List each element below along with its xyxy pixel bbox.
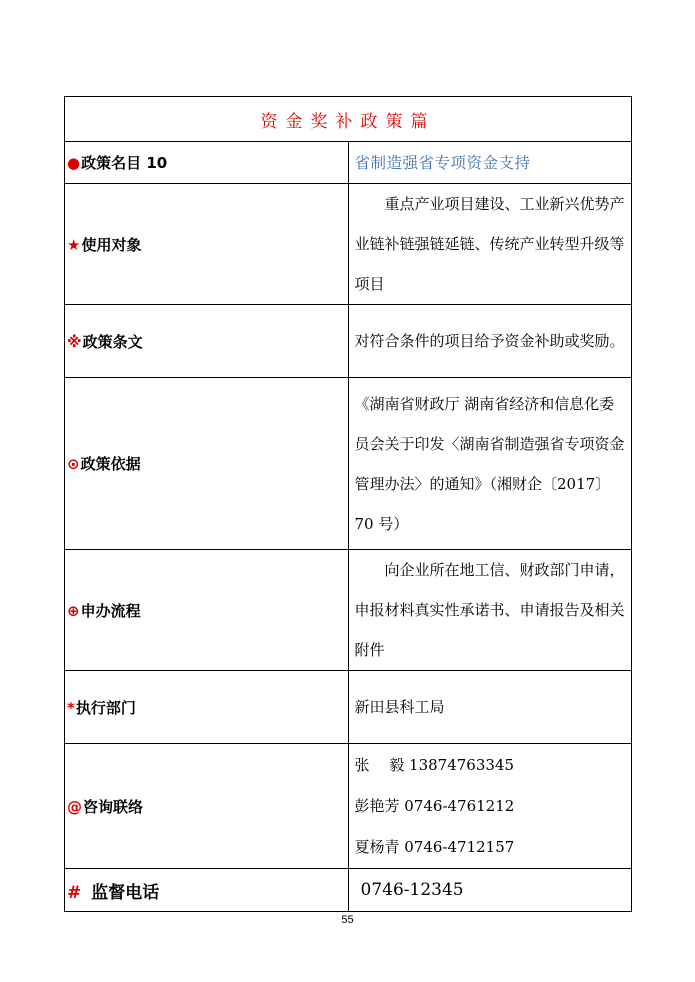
label-text: 监督电话 <box>91 882 160 903</box>
label-policy-name <box>65 142 349 184</box>
label-text: 执行部门 <box>75 698 136 717</box>
value-contact <box>348 744 632 869</box>
value-target: 重点产业项目建设、工业新兴优势产业链补链强链延链、传统产业转型升级等项目 <box>348 184 632 305</box>
circle-dot-marker: ⊙ <box>67 455 80 473</box>
label-basis <box>65 378 349 550</box>
label-clause <box>65 305 349 378</box>
policy-table <box>64 96 632 912</box>
label-process <box>65 550 349 671</box>
label-text: 使用对象 <box>81 235 142 254</box>
reference-marker: ※ <box>67 332 82 351</box>
label-text: 政策名目 10 <box>81 154 168 172</box>
label-contact <box>65 744 349 869</box>
contact-line: 彭艳芳 0746-4761212 <box>354 796 515 815</box>
value-department: 新田县科工局 <box>348 671 632 744</box>
row-process <box>65 550 632 671</box>
contact-line: 夏杨青 0746-4712157 <box>354 837 515 856</box>
row-contact <box>65 744 632 869</box>
row-policy-name <box>65 142 632 184</box>
value-basis: 《湖南省财政厅 湖南省经济和信息化委员会关于印发〈湖南省制造强省专项资金管理办法〉的通知》（湘财企〔2017〕70 号） <box>348 378 632 550</box>
row-department <box>65 671 632 744</box>
row-target <box>65 184 632 305</box>
value-clause: 对符合条件的项目给予资金补助或奖励。 <box>348 305 632 378</box>
table-title: 资金奖补政策篇 <box>65 97 632 142</box>
star-marker: ★ <box>67 235 81 254</box>
contact-line: 张 毅 13874763345 <box>354 755 515 774</box>
value-supervise: 0746-12345 <box>348 869 632 912</box>
label-text: 政策条文 <box>82 332 143 351</box>
label-text: 申办流程 <box>80 601 141 620</box>
label-target <box>65 184 349 305</box>
value-process: 向企业所在地工信、财政部门申请，申报材料真实性承诺书、申请报告及相关附件 <box>348 550 632 671</box>
page-number: 55 <box>341 914 354 926</box>
row-supervise <box>65 869 632 912</box>
asterisk-marker: * <box>67 698 75 717</box>
circle-plus-marker: ⊕ <box>67 601 80 620</box>
bullet-marker: ● <box>67 154 81 172</box>
label-text: 咨询联络 <box>83 797 144 816</box>
label-supervise <box>65 869 349 912</box>
row-clause <box>65 305 632 378</box>
at-marker: @ <box>67 797 82 816</box>
hash-marker: # <box>67 882 82 903</box>
label-department <box>65 671 349 744</box>
label-text: 政策依据 <box>80 455 141 473</box>
value-policy-name: 省制造强省专项资金支持 <box>348 142 632 184</box>
row-basis <box>65 378 632 550</box>
title-row <box>65 97 632 142</box>
